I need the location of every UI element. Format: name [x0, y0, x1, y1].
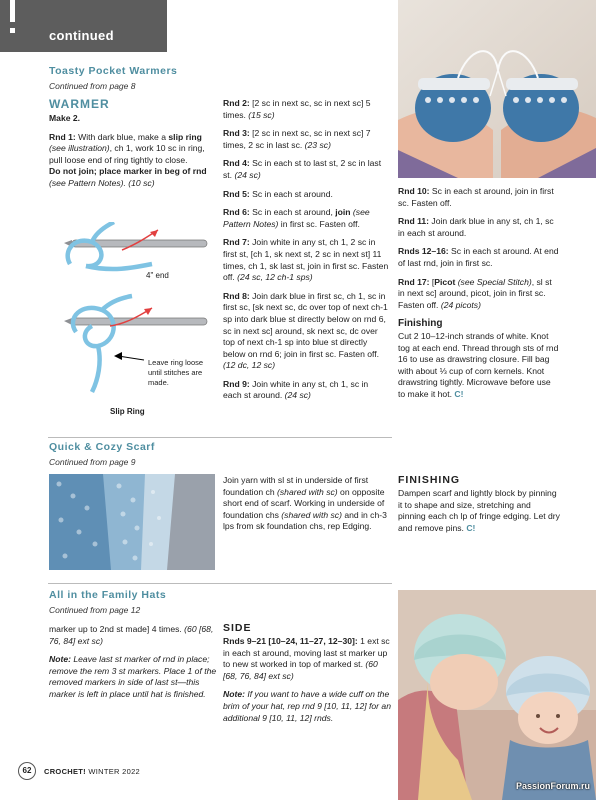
slip-ring-illustration [62, 222, 222, 422]
warmer-heading: WARMER [49, 97, 110, 111]
end-label: 4" end [146, 271, 169, 280]
scarf-column-2 [223, 475, 389, 540]
hats-round-end: marker up to 2nd st made] 4 times. (60 [68, 76, 84] ext sc) [49, 624, 214, 646]
scarf-finishing-heading: FINISHING [398, 474, 461, 486]
hats-note-1: Note: Leave last st marker of rnd in place; remove the rem 3 st markers. Place 1 of the removed markers in side of last st—this marker is left in place until hat is finished. [49, 654, 217, 699]
end-mark: C! [454, 388, 464, 399]
side-heading: SIDE [223, 622, 252, 634]
round-11: Rnd 11: Join dark blue in any st, ch 1, sc in each st around. [398, 216, 554, 238]
scarf-column-3 [398, 488, 560, 541]
watermark: PassionForum.ru [515, 781, 590, 791]
section-title-scarf: Quick & Cozy Scarf [49, 441, 155, 453]
round-9: Rnd 9: Join white in any st, ch 1, sc in each st around. (24 sc) [223, 378, 369, 401]
family-hats-photo [398, 590, 596, 800]
pocket-warmers-photo [398, 0, 596, 178]
page-number: 62 [18, 762, 36, 780]
warmer-column-3 [398, 186, 560, 408]
round-4: Rnd 4: Sc in each st to last st, 2 sc in last st. (24 sc) [223, 158, 382, 180]
round-2: Rnd 2: [2 sc in next sc, sc in next sc] 5 times. (15 sc) [223, 98, 371, 120]
section-divider [48, 437, 392, 438]
section-title-pocket-warmers: Toasty Pocket Warmers [49, 65, 178, 77]
round-1: Rnd 1: With dark blue, make a slip ring (see illustration), ch 1, work 10 sc in ring, pull loose end of ring tightly to close. Do not join; place marker in beg of rnd (see Pattern Notes). (10 sc) [49, 131, 207, 188]
scarf-finishing-text: Dampen scarf and lightly block by pinning it to shape and size, stretching and pinning each ch lp of fringe edging. Let dry and remove pins. C! [398, 488, 560, 533]
round-8: Rnd 8: Join dark blue in first sc, ch 1, sc in first sc, [sk next sc, dc over top of next ch-1 sp into dark blue st directly below on rnd 6, sc in next sc] around, sk next sc, dc over top of next ch-1 sp into blue st directly below on rnd 6; join in first sc. Fasten off. (12 dc, 12 sc) [223, 290, 388, 371]
slip-ring-caption: Slip Ring [110, 407, 145, 416]
scarf-photo [49, 474, 215, 570]
end-mark: C! [466, 522, 476, 533]
hats-rounds-9-21: Rnds 9–21 [10–24, 11–27, 12–30]: 1 ext sc in each st around, moving last st marker up to new st worked in top of marked st. (60 [68, 76, 84] ext sc) [223, 636, 390, 681]
round-7: Rnd 7: Join white in any st, ch 1, 2 sc in first st, [ch 1, sk next st, 2 sc in next st] 11 times, ch 1, sk last st, join in first sc. Fasten off. (24 sc, 12 ch-1 sps) [223, 237, 389, 283]
footer-brand: CROCHET! WINTER 2022 [44, 767, 141, 776]
round-10: Rnd 10: Sc in each st around, join in first sc. Fasten off. [398, 186, 554, 208]
round-6: Rnd 6: Sc in each st around, join (see Pattern Notes) in first sc. Fasten off. [223, 207, 370, 229]
make-count: Make 2. [49, 113, 81, 123]
scarf-edging-text: Join yarn with sl st in underside of first foundation ch (shared with sc) on opposite short end of scarf. Working in underside of foundation chs (shared with sc) and in ch-3 lps from sk foundation chs, rep Edging. [223, 475, 387, 532]
round-3: Rnd 3: [2 sc in next sc, sc in next sc] 7 times, 2 sc in last sc. (23 sc) [223, 128, 371, 150]
continued-from-label: Continued from page 9 [49, 457, 136, 467]
exclamation-dot-icon [10, 28, 15, 33]
hats-column-2 [223, 636, 391, 731]
hats-column-1 [49, 624, 217, 708]
continued-tab [0, 0, 167, 52]
warmer-column-2 [223, 98, 389, 409]
tab-label: continued [49, 28, 114, 43]
hats-note-2: Note: If you want to have a wide cuff on the brim of your hat, rep rnd 9 [10, 11, 12] for an additional 9 [10, 11, 12] rnds. [223, 689, 391, 723]
leave-ring-label: Leave ring loose until stitches are made. [148, 358, 204, 387]
finishing-heading: Finishing [398, 318, 443, 330]
continued-from-label: Continued from page 12 [49, 605, 141, 615]
finishing-text: Cut 2 10–12-inch strands of white. Knot tog at each end. Thread through sts of rnd 16 to use as drawstring closure. Fill bag with about ⅓ cup of corn kernels. Knot drawstring tightly. Microwave before use to make it hot. C! [398, 330, 559, 399]
exclamation-icon [10, 0, 15, 22]
round-17: Rnd 17: [Picot (see Special Stitch), sl st in next sc] around, picot, join in first sc. Fasten off. (24 picots) [398, 276, 552, 310]
round-5: Rnd 5: Sc in each st around. [223, 188, 333, 199]
continued-from-label: Continued from page 8 [49, 81, 136, 91]
warmer-column-1 [49, 113, 217, 197]
section-title-hats: All in the Family Hats [49, 589, 167, 601]
section-divider [48, 583, 392, 584]
rounds-12-16: Rnds 12–16: Sc in each st around. At end of last rnd, join in first sc. [398, 246, 559, 268]
